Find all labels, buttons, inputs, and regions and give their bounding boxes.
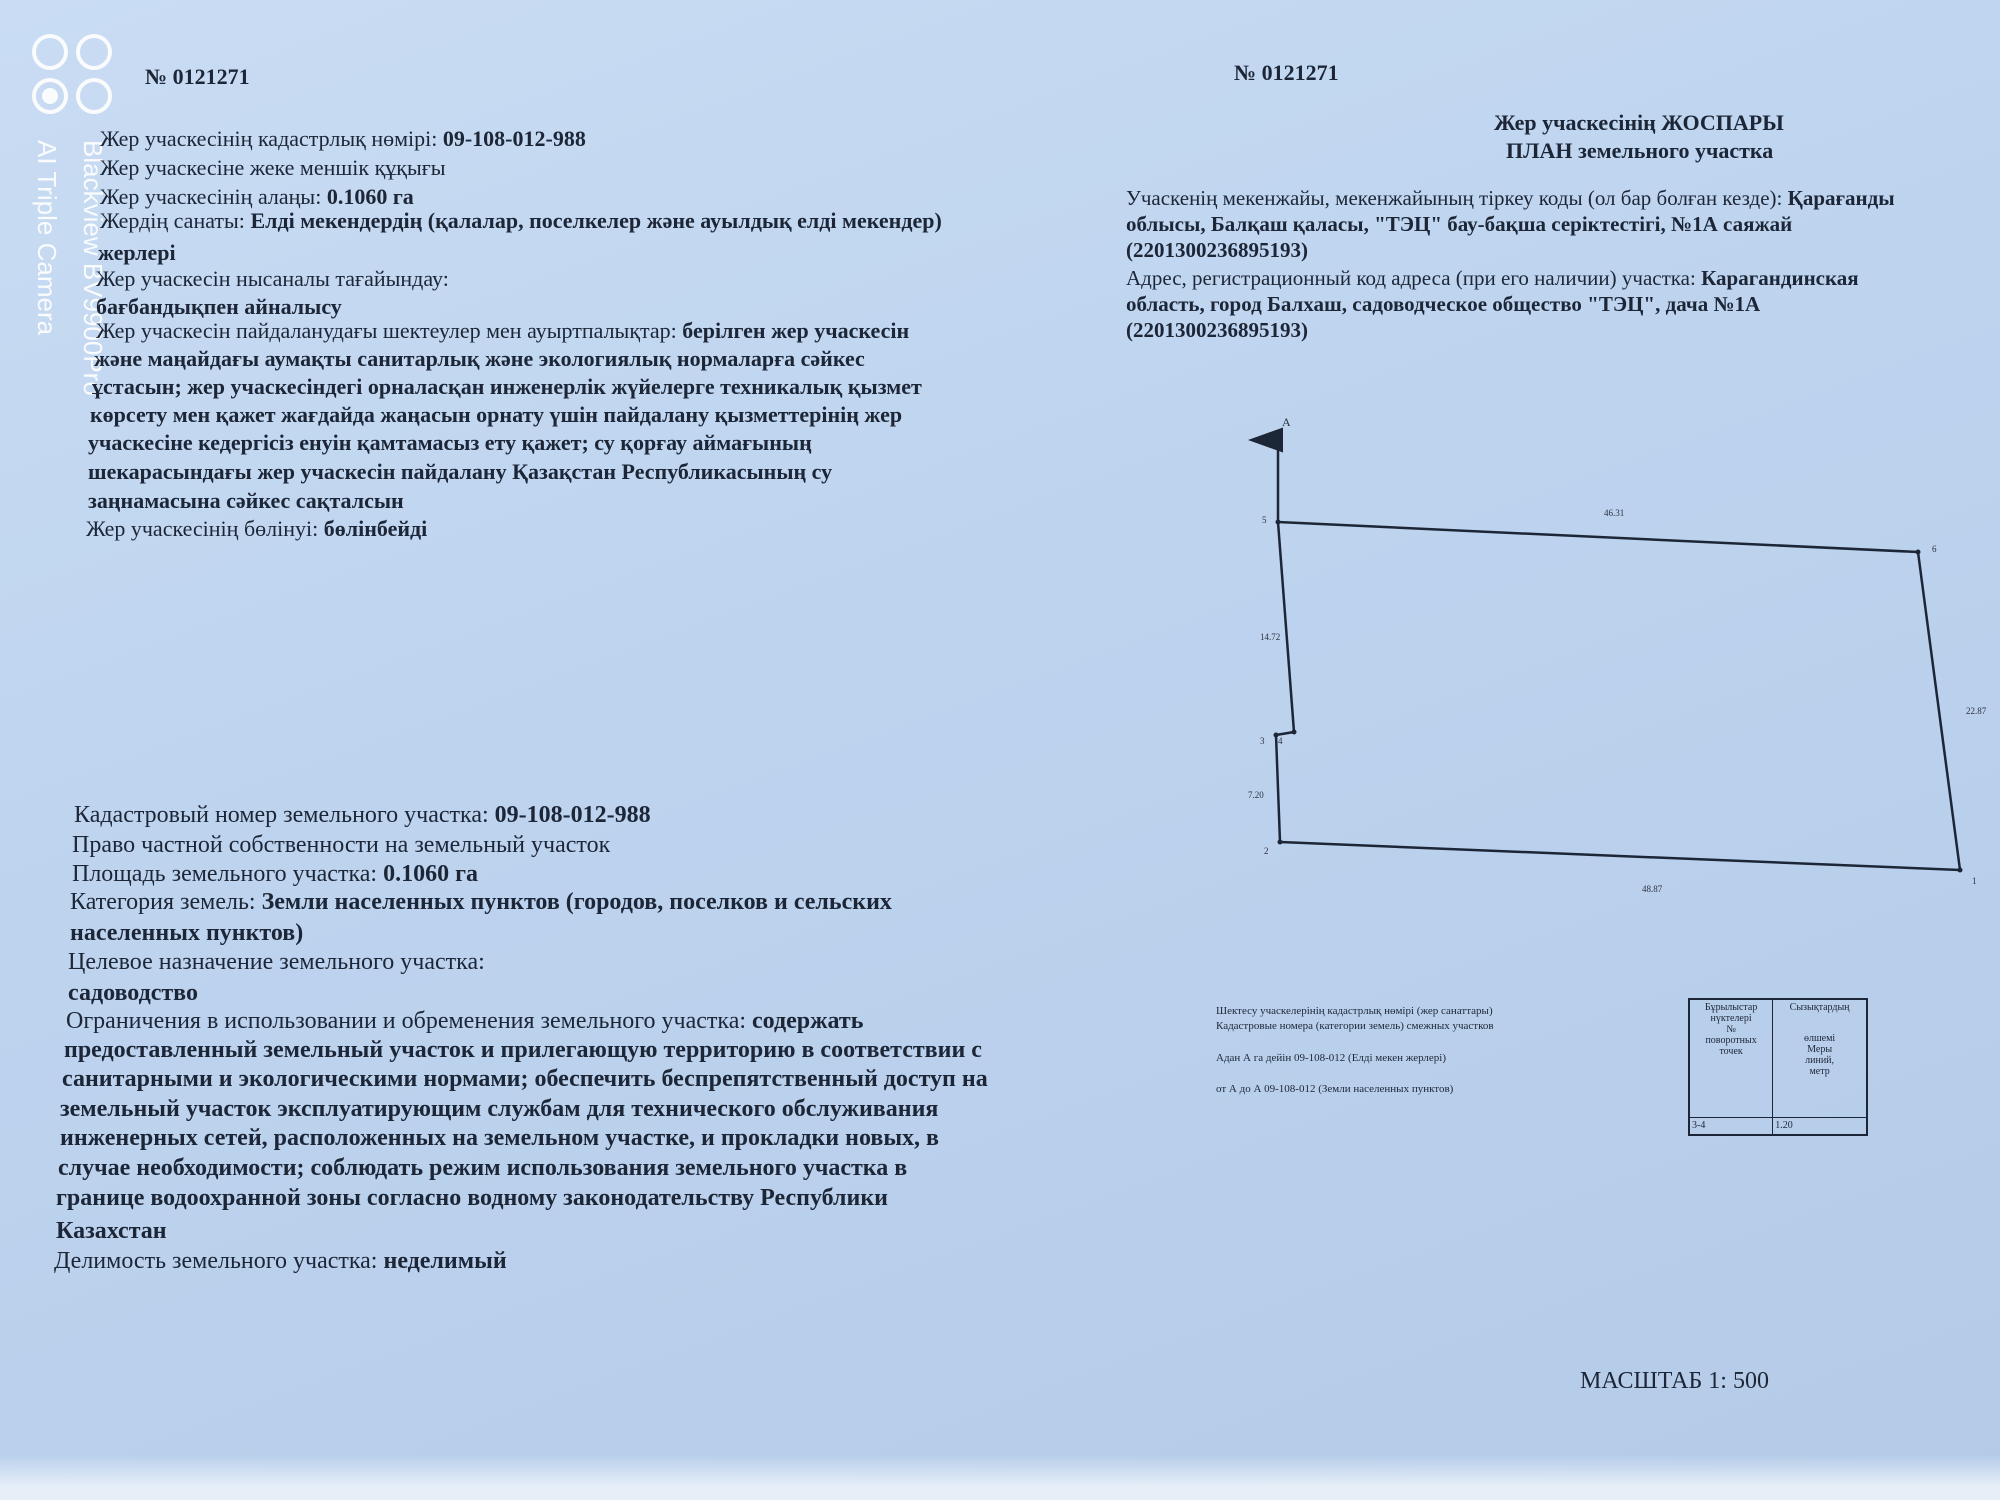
point-1 bbox=[1958, 868, 1963, 873]
kz-restr-5: учаскесіне кедергісіз енуін қамтамасыз ету қажет; су қорғау аймағының bbox=[88, 430, 812, 455]
point-2 bbox=[1278, 840, 1283, 845]
addr-ru-line-3: (2201300236895193) bbox=[1126, 318, 1308, 342]
th-points-4: поворотных bbox=[1705, 1035, 1757, 1046]
adjacent-header-kz: Шектесу учаскелерінің кадастрлық нөмірі (жер санаттары) bbox=[1216, 1005, 1493, 1017]
cell-points: 3-4 bbox=[1689, 1117, 1773, 1135]
kz-restr-1 bbox=[96, 318, 909, 344]
right-doc-number: № 0121271 bbox=[1234, 60, 1339, 85]
addr-kz-line-1 bbox=[1126, 186, 1895, 211]
point-label-5: 5 bbox=[1262, 515, 1267, 525]
th-len-3: Меры bbox=[1807, 1044, 1833, 1055]
kz-category-value-1: Елді мекендердің (қалалар, поселкелер және ауылдық елді мекендер) bbox=[250, 208, 942, 233]
ru-category bbox=[70, 889, 892, 916]
turning-points-table bbox=[1688, 998, 1868, 1136]
kz-category-value-2: жерлері bbox=[98, 240, 176, 265]
ru-div-label: Делимость земельного участка: bbox=[54, 1248, 378, 1274]
kz-div-label: Жер учаскесінің бөлінуі: bbox=[86, 516, 319, 541]
kz-cadastral-value: 09-108-012-988 bbox=[442, 126, 586, 151]
ru-restr-3: санитарными и экологическими нормами; обеспечить беспрепятственный доступ на bbox=[62, 1066, 988, 1092]
kz-restr-7: заңнамасына сәйкес сақталсын bbox=[88, 488, 404, 513]
kz-restr-6: шекарасындағы жер учаскесін пайдалану Қазақстан Республикасының су bbox=[88, 459, 833, 484]
th-points-1: Бұрылыстар bbox=[1704, 1002, 1758, 1013]
th-points-3: № bbox=[1726, 1024, 1736, 1035]
th-len-5: метр bbox=[1809, 1066, 1830, 1077]
point-label-6: 6 bbox=[1932, 544, 1937, 554]
kz-area-value: 0.1060 га bbox=[326, 184, 414, 209]
watermark-model: Blackview BV9900Pro bbox=[78, 140, 108, 396]
th-len-4: линий, bbox=[1805, 1055, 1835, 1066]
point-label-3: 3 bbox=[1260, 736, 1265, 746]
point-6 bbox=[1916, 550, 1921, 555]
kz-purpose-value: бағбандықпен айналысу bbox=[96, 294, 342, 319]
adjacent-header-ru: Кадастровые номера (категории земель) смежных участков bbox=[1216, 1020, 1494, 1032]
ru-category-value-1: Земли населенных пунктов (городов, поселков и сельских bbox=[261, 889, 892, 915]
boundary-6-1 bbox=[1918, 552, 1960, 870]
kz-restr-2: және маңайдағы аумақты санитарлық және экологиялық нормаларға сәйкес bbox=[94, 346, 865, 371]
kz-category bbox=[100, 208, 942, 234]
boundary-5-6 bbox=[1278, 522, 1918, 552]
length-label-2-3: 7.20 bbox=[1248, 790, 1264, 800]
length-label-5-6: 46.31 bbox=[1604, 508, 1625, 518]
point-4 bbox=[1292, 730, 1297, 735]
th-len-2: өлшемі bbox=[1803, 1033, 1836, 1044]
cell-length: 1.20 bbox=[1773, 1117, 1867, 1135]
plot-plan bbox=[1200, 400, 2000, 920]
kz-category-label: Жердің санаты: bbox=[100, 208, 245, 233]
kz-restr-4: көрсету мен қажет жағдайда жаңасын орнату үшін пайдалану қызметтерінің жер bbox=[90, 402, 903, 427]
camera-logo-icon bbox=[28, 30, 118, 120]
ru-restr-4: земельный участок эксплуатирующим службам для технического обслуживания bbox=[60, 1096, 939, 1122]
addr-kz-line-3: (2201300236895193) bbox=[1126, 238, 1308, 262]
kz-div-value: бөлінбейді bbox=[323, 516, 428, 541]
ru-restr-6: случае необходимости; соблюдать режим использования земельного участка в bbox=[58, 1155, 908, 1181]
boundary-2-3 bbox=[1276, 735, 1280, 842]
addr-ru-line-1 bbox=[1126, 266, 1859, 291]
adjacent-row-ru: от А до А 09-108-012 (Земли населенных пунктов) bbox=[1216, 1083, 1454, 1095]
kz-restr-3: ұстасын; жер учаскесіндегі орналасқан инженерлік жүйелерге техникалық қызмет bbox=[92, 374, 922, 399]
scale-label: МАСШТАБ 1: 500 bbox=[1580, 1368, 1769, 1394]
ru-restr-5: инженерных сетей, расположенных на земельном участке, и прокладки новых, в bbox=[60, 1125, 940, 1151]
plan-title-kz: Жер учаскесінің ЖОСПАРЫ bbox=[1494, 110, 1784, 135]
ru-cadastral-label: Кадастровый номер земельного участка: bbox=[74, 802, 489, 828]
table-header-points bbox=[1689, 999, 1773, 1117]
kz-restr-value-1: берілген жер учаскесін bbox=[682, 318, 910, 343]
kz-ownership: Жер учаскесіне жеке меншік құқығы bbox=[100, 155, 446, 180]
length-label-4-5: 14.72 bbox=[1260, 632, 1281, 642]
ru-restr-value-1: содержать bbox=[752, 1008, 864, 1034]
table-header-lengths bbox=[1773, 999, 1867, 1117]
boundary-4-5 bbox=[1278, 522, 1294, 732]
ru-area bbox=[72, 861, 478, 888]
addr-ru-value-1: Карагандинская bbox=[1701, 266, 1859, 290]
length-label-1-2: 48.87 bbox=[1642, 884, 1663, 894]
th-points-5: точек bbox=[1719, 1046, 1743, 1057]
kz-cadastral bbox=[100, 126, 586, 152]
addr-ru-label: Адрес, регистрационный код адреса (при его наличии) участка: bbox=[1126, 266, 1696, 290]
ru-div-value: неделимый bbox=[383, 1248, 507, 1274]
ru-ownership: Право частной собственности на земельный участок bbox=[72, 832, 611, 858]
point-label-2: 2 bbox=[1264, 846, 1269, 856]
kz-area-label: Жер учаскесінің алаңы: bbox=[100, 184, 322, 209]
table-row bbox=[1689, 1117, 1867, 1135]
kz-cadastral-label: Жер учаскесінің кадастрлық нөмірі: bbox=[100, 126, 438, 151]
ru-cadastral-value: 09-108-012-988 bbox=[494, 802, 651, 828]
point-label-4: 4 bbox=[1278, 736, 1283, 746]
th-len-1: Сызықтардың bbox=[1789, 1002, 1850, 1013]
ru-cadastral bbox=[74, 802, 651, 829]
addr-kz-label: Учаскенің мекенжайы, мекенжайының тіркеу коды (ол бар болған кезде): bbox=[1126, 186, 1783, 210]
point-5 bbox=[1276, 520, 1281, 525]
ru-area-label: Площадь земельного участка: bbox=[72, 861, 378, 887]
kz-divisibility bbox=[86, 516, 427, 542]
north-label: А bbox=[1282, 415, 1291, 429]
page-edge bbox=[0, 1455, 2000, 1500]
addr-ru-line-2: область, город Балхаш, садоводческое общество "ТЭЦ", дача №1А bbox=[1126, 292, 1761, 316]
ru-restr-7: границе водоохранной зоны согласно водному законодательству Республики bbox=[56, 1185, 888, 1211]
ru-purpose-value: садоводство bbox=[68, 980, 198, 1006]
boundary-1-2 bbox=[1280, 842, 1960, 870]
adjacent-row-kz: Адан А га дейін 09-108-012 (Елді мекен жерлері) bbox=[1216, 1052, 1447, 1064]
ru-category-label: Категория земель: bbox=[70, 889, 256, 915]
ru-divisibility bbox=[54, 1248, 507, 1275]
point-label-1: 1 bbox=[1972, 876, 1977, 886]
ru-area-value: 0.1060 га bbox=[383, 861, 478, 887]
camera-watermark bbox=[28, 30, 128, 125]
ru-restr-8: Казахстан bbox=[56, 1218, 167, 1244]
left-doc-number: № 0121271 bbox=[145, 64, 250, 89]
ru-category-value-2: населенных пунктов) bbox=[70, 920, 304, 946]
ru-restr-1 bbox=[66, 1008, 863, 1035]
boundary-3-4 bbox=[1276, 732, 1294, 735]
ru-restr-2: предоставленный земельный участок и прилегающую территорию в соответствии с bbox=[64, 1037, 982, 1063]
th-points-2: нүктелері bbox=[1710, 1013, 1752, 1024]
kz-purpose-label: Жер учаскесін нысаналы тағайындау: bbox=[96, 266, 449, 291]
kz-area bbox=[100, 184, 414, 210]
kz-restr-label: Жер учаскесін пайдаланудағы шектеулер мен ауыртпалықтар: bbox=[96, 318, 677, 343]
ru-restr-label: Ограничения в использовании и обременения земельного участка: bbox=[66, 1008, 747, 1034]
addr-kz-line-2: облысы, Балқаш қаласы, "ТЭЦ" бау-бақша серіктестігі, №1А саяжай bbox=[1126, 212, 1793, 236]
addr-kz-value-1: Қарағанды bbox=[1787, 186, 1895, 210]
plan-title-ru: ПЛАН земельного участка bbox=[1506, 138, 1774, 163]
ru-purpose-label: Целевое назначение земельного участка: bbox=[68, 949, 485, 975]
watermark-camera: AI Triple Camera bbox=[32, 140, 62, 336]
length-label-6-1: 22.87 bbox=[1966, 706, 1987, 716]
